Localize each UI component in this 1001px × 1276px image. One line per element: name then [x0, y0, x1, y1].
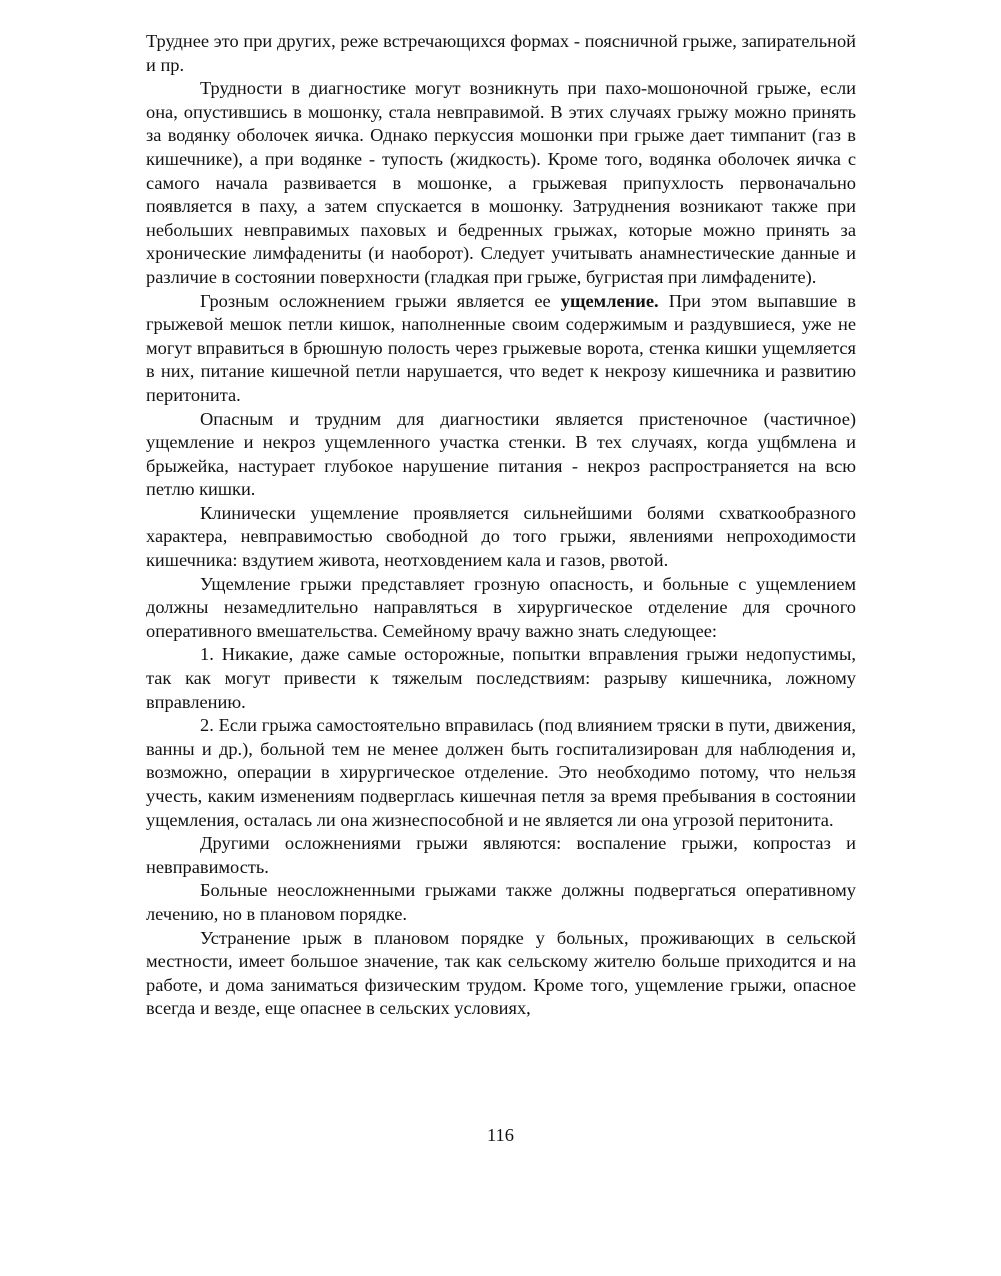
- paragraph-4: Опасным и трудним для диагностики является пристеночное (частичное) ущемление и некроз ущемленного участка стенки. В тех случаях, когда ущбмлена и брыжейка, настурает глубокое нарушение питания - некроз распространяется на всю петлю кишки.: [146, 408, 856, 500]
- paragraph-5: Клинически ущемление проявляется сильнейшими болями схваткообразного характера, невправимостью свободной до того грыжи, явлениями непроходимости кишечника: вздутием живота, неотховдением кала и газов, рвотой.: [146, 502, 856, 571]
- page-number: 116: [487, 1125, 514, 1145]
- list-item-1: 1. Никакие, даже самые осторожные, попытки вправления грыжи недопустимы, так как могут привести к тяжелым последствиям: разрыву кишечника, ложному вправлению.: [146, 644, 856, 712]
- paragraph-9: Другими осложнениями грыжи являются: воспаление грыжи, копростаз и невправимость.: [146, 833, 856, 877]
- paragraph-6: Ущемление грыжи представляет грозную опасность, и больные с ущемлением должны незамедлительно направляться в хирургическое отделение для срочного оперативного вмешательства. Семейному врачу важно знать следующее:: [146, 573, 856, 641]
- list-item-2: 2. Если грыжа самостоятельно вправилась (под влиянием тряски в пути, движения, ванны и др.), больной тем не менее должен быть госпитализирован для наблюдения и, возможно, операции в хирургическое отделение. Это необходимо потому, что нельзя учесть, каким изменениям подверглась кишечная петля за время пребывания в состоянии ущемления, осталась ли она жизнеспособной и не является ли она угрозой перитонита.: [146, 715, 856, 830]
- bold-term-strangulation: ущемление.: [560, 290, 659, 311]
- paragraph-3-end: При этом выпавшие в грыжевой мешок петли кишок, наполненные своим содержимым и раздувшиеся, уже не могут вправиться в брюшную полость через грыжевые ворота, стенка кишки ущемляется в них, питание кишечной петли нарушается, что ведет к некрозу кишечника и развитию перитонита.: [146, 290, 856, 405]
- paragraph-3: [146, 290, 856, 408]
- paragraph-11: Устранение ıрыж в плановом порядке у больных, проживающих в сельской местности, имеет большое значение, так как сельскому жителю больше приходится и на работе, и дома заниматься физическим трудом. Кроме того, ущемление грыжи, опасное всегда и везде, еще опаснее в сельских условиях,: [146, 927, 856, 1019]
- paragraph-1: Труднее это при других, реже встречающихся формах - поясничной грыже, запирательной и пр.: [146, 31, 856, 75]
- paragraph-3-start: Грозным осложнением грыжи является ее: [200, 290, 561, 311]
- paragraph-2: Трудности в диагностике могут возникнуть при пахо-мошоночной грыже, если она, опустившись в мошонку, стала невправимой. В этих случаях грыжу можно принять за водянку оболочек яичка. Однако перкуссия мошонки при грыже дает тимпанит (газ в кишечнике), а при водянке - тупость (жидкость). Кроме того, водянка оболочек яичка с самого начала развивается в мошонке, а грыжевая припухлость первоначально появляется в паху, а затем спускается в мошонку. Затруднения возникают также при небольших невправимых паховых и бедренных грыжах, которые можно принять за хронические лимфадениты (и наоборот). Следует учитывать анамнестические данные и различие в состоянии поверхности (гладкая при грыже, бугристая при лимфадените).: [146, 78, 856, 287]
- paragraph-10: Больные неосложненными грыжами также должны подвергаться оперативному лечению, но в плановом порядке.: [146, 880, 856, 924]
- page-body: [146, 30, 856, 1021]
